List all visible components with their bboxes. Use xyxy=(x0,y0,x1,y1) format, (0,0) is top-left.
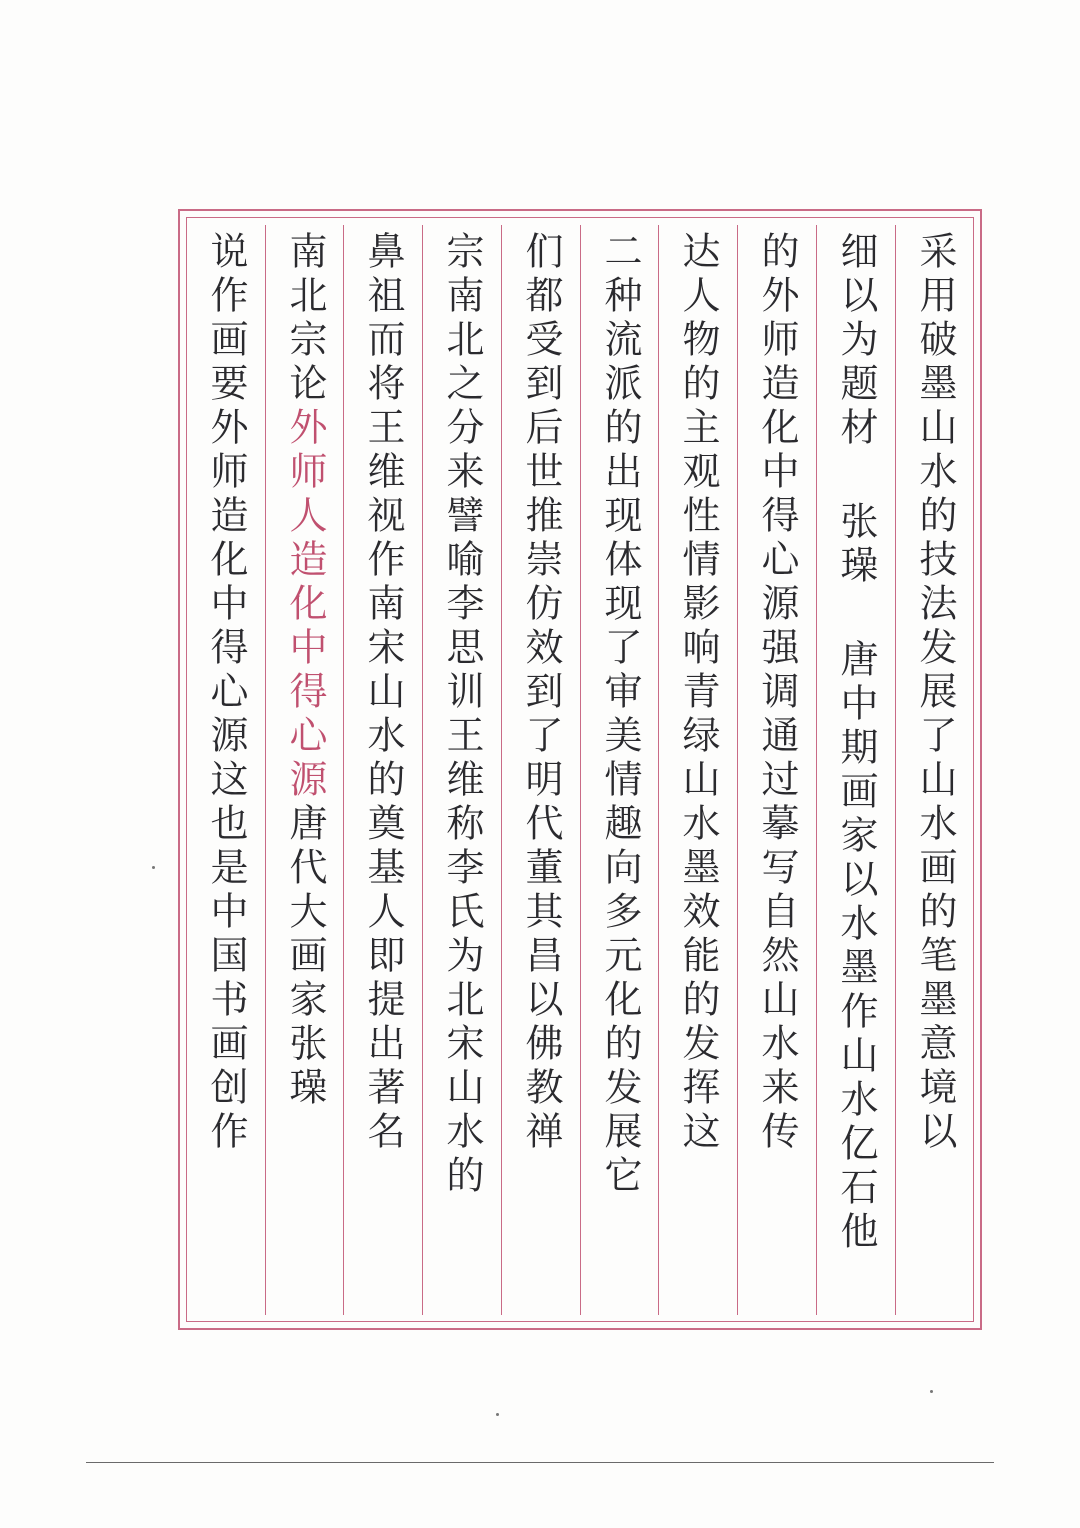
column-text: 二种流派的出现体现了审美情趣向多元化的发展它 xyxy=(598,231,642,1199)
column-segment-highlight: 外师人造化中得心源 xyxy=(283,407,327,803)
text-column-7 xyxy=(423,225,501,1315)
column-text xyxy=(283,231,327,1111)
text-column-1 xyxy=(896,225,974,1315)
text-column-8 xyxy=(344,225,422,1315)
text-column-10 xyxy=(187,225,265,1315)
column-segment: 南北宗论 xyxy=(283,231,327,407)
column-segment: 唐代大画家张璪 xyxy=(283,803,327,1111)
scan-speck xyxy=(152,866,155,869)
text-column-4 xyxy=(659,225,737,1315)
column-text: 细以为题材 张璪 唐中期画家以水墨作山水亿石他 xyxy=(834,231,878,1255)
scan-speck xyxy=(496,1413,499,1416)
text-column-5 xyxy=(581,225,659,1315)
column-text: 们都受到后世推崇仿效到了明代董其昌以佛教禅 xyxy=(519,231,563,1155)
column-text: 的外师造化中得心源强调通过摹写自然山水来传 xyxy=(755,231,799,1155)
scan-speck xyxy=(930,1390,933,1393)
column-text: 采用破墨山水的技法发展了山水画的笔墨意境以 xyxy=(913,231,957,1155)
page-bottom-line xyxy=(86,1462,994,1463)
text-column-6 xyxy=(502,225,580,1315)
column-text: 说作画要外师造化中得心源这也是中国书画创作 xyxy=(204,231,248,1155)
text-column-9 xyxy=(266,225,344,1315)
column-text: 宗南北之分来譬喻李思训王维称李氏为北宋山水的 xyxy=(440,231,484,1199)
text-column-3 xyxy=(738,225,816,1315)
text-column-2 xyxy=(817,225,895,1315)
column-text: 鼻祖而将王维视作南宋山水的奠基人即提出著名 xyxy=(361,231,405,1155)
column-text: 达人物的主观性情影响青绿山水墨效能的发挥这 xyxy=(676,231,720,1155)
